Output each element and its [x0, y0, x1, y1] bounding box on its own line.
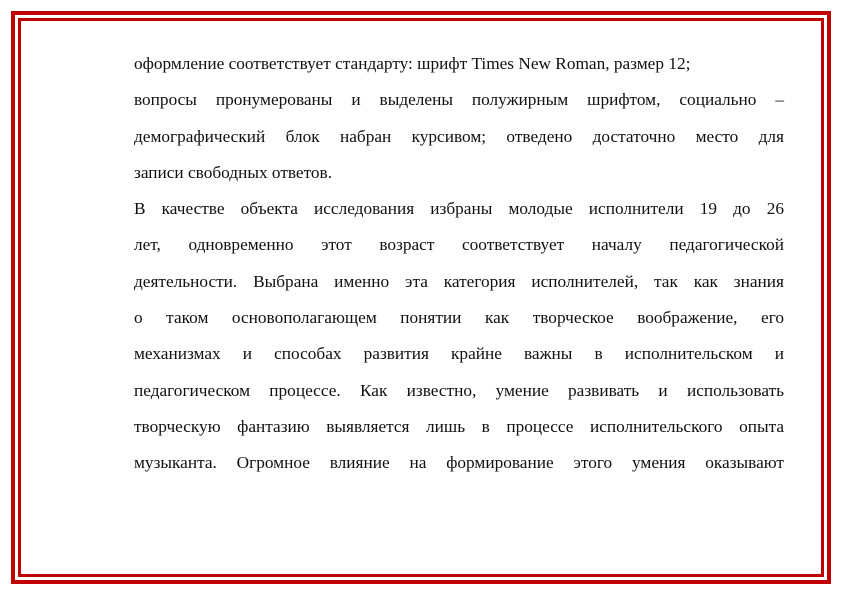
text-line: В качестве объекта исследования избраны молодые исполнители 19 до 26 [134, 199, 784, 219]
paragraph-questionnaire-format [134, 46, 784, 191]
text-line: записи свободных ответов. [134, 162, 333, 182]
text-line: деятельности. Выбрана именно эта категория исполнителей, так как знания [134, 271, 784, 291]
paragraph-research-object [134, 191, 784, 481]
text-line: творческую фантазию выявляется лишь в процессе исполнительского опыта [134, 416, 784, 436]
text-line: механизмах и способах развития крайне важны в исполнительском и [134, 344, 784, 364]
text-line: педагогическом процессе. Как известно, умение развивать и использовать [134, 380, 784, 400]
text-line: демографический блок набран курсивом; отведено достаточно место для [134, 126, 784, 146]
text-line: о таком основополагающем понятии как творческое воображение, его [134, 308, 784, 328]
document-text-block [134, 46, 784, 482]
text-line: вопросы пронумерованы и выделены полужирным шрифтом, социально – [134, 90, 784, 110]
text-line: музыканта. Огромное влияние на формирование этого умения оказывают [134, 453, 784, 473]
text-line: лет, одновременно этот возраст соответствует началу педагогической [134, 235, 784, 255]
text-line: оформление соответствует стандарту: шрифт Times New Roman, размер 12; [134, 54, 691, 73]
